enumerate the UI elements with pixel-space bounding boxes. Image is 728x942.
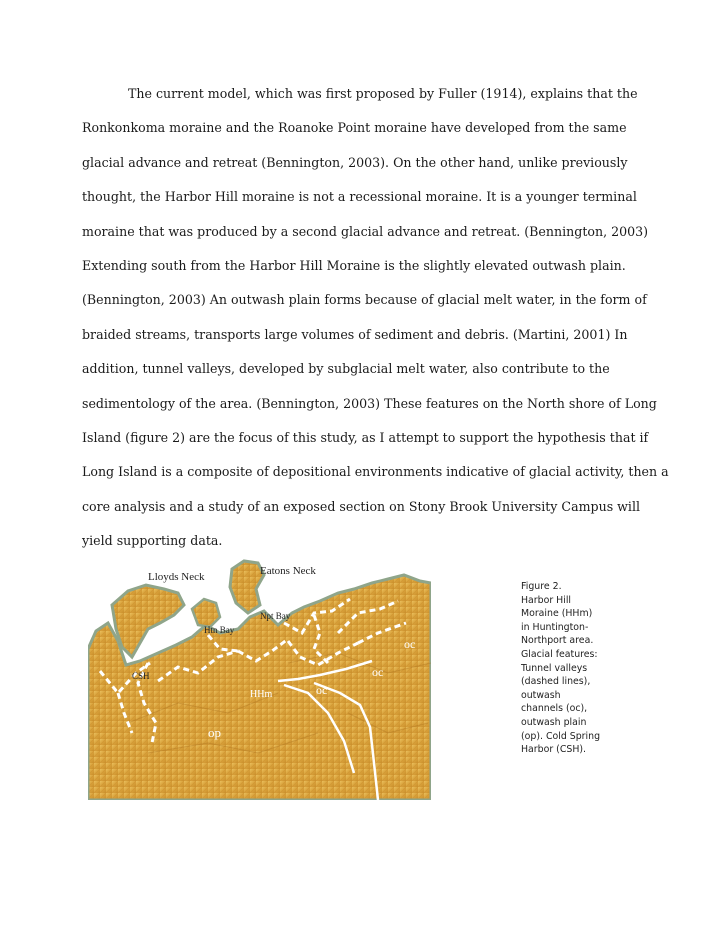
map-label-csh: CSH bbox=[132, 671, 150, 681]
caption-line: Harbor (CSH). bbox=[521, 744, 587, 756]
paragraph-line: addition, tunnel valleys, developed by subglacial melt water, also contribute to the bbox=[82, 361, 610, 377]
caption-line: outwash plain bbox=[521, 716, 587, 728]
caption-line: Glacial features: bbox=[521, 648, 598, 660]
paragraph-line: Island (figure 2) are the focus of this study, as I attempt to support the hypothesis that if bbox=[82, 429, 649, 445]
map-label-oc: oc bbox=[316, 683, 328, 697]
caption-line: channels (oc), bbox=[521, 703, 588, 715]
caption-line: Moraine (HHm) bbox=[521, 608, 593, 620]
caption-line: in Huntington- bbox=[521, 621, 589, 633]
paragraph-line: glacial advance and retreat (Bennington, 2003). On the other hand, unlike previously bbox=[82, 154, 628, 170]
map-label-htn-bay: Htn Bay bbox=[204, 625, 235, 635]
paragraph-line: core analysis and a study of an exposed section on Stony Brook University Campus will bbox=[82, 498, 641, 514]
paragraph-line: sedimentology of the area. (Bennington, 2003) These features on the North shore of Long bbox=[82, 395, 657, 411]
caption-line: (dashed lines), bbox=[521, 676, 591, 688]
map-label-lloyds-neck: Lloyds Neck bbox=[148, 571, 205, 583]
caption-line: Harbor Hill bbox=[521, 594, 572, 606]
paragraph-line: yield supporting data. bbox=[82, 533, 223, 549]
caption-line: Northport area. bbox=[521, 635, 594, 647]
caption-line: outwash bbox=[521, 689, 561, 701]
paragraph-line: Extending south from the Harbor Hill Moraine is the slightly elevated outwash plain. bbox=[82, 257, 626, 273]
figure-2-map bbox=[88, 553, 431, 800]
caption-line: (op). Cold Spring bbox=[521, 730, 601, 742]
paragraph-line: moraine that was produced by a second glacial advance and retreat. (Bennington, 2003) bbox=[82, 223, 649, 239]
paragraph-line: Long Island is a composite of depositional environments indicative of glacial activity, then a bbox=[82, 464, 669, 480]
paragraph-line: thought, the Harbor Hill moraine is not a recessional moraine. It is a younger terminal bbox=[82, 189, 637, 205]
map-label-op: op bbox=[208, 725, 221, 740]
caption-line: Figure 2. bbox=[521, 581, 562, 592]
paragraph-line: (Bennington, 2003) An outwash plain forms because of glacial melt water, in the form of bbox=[82, 292, 647, 308]
map-label-oc: oc bbox=[372, 665, 384, 679]
paragraph-line: The current model, which was first proposed by Fuller (1914), explains that the bbox=[128, 86, 638, 101]
figure-caption bbox=[521, 580, 651, 757]
paragraph-line: Ronkonkoma moraine and the Roanoke Point moraine have developed from the same bbox=[82, 120, 627, 136]
caption-line: Tunnel valleys bbox=[521, 662, 588, 674]
map-label-oc: oc bbox=[404, 637, 416, 651]
map-label-eatons-neck: Eatons Neck bbox=[260, 565, 316, 577]
map-label-hhm: HHm bbox=[250, 689, 273, 700]
paragraph-line: braided streams, transports large volumes of sediment and debris. (Martini, 2001) In bbox=[82, 326, 628, 342]
body-paragraph bbox=[82, 84, 669, 565]
map-label-npt-bay: Npt Bay bbox=[260, 611, 291, 621]
